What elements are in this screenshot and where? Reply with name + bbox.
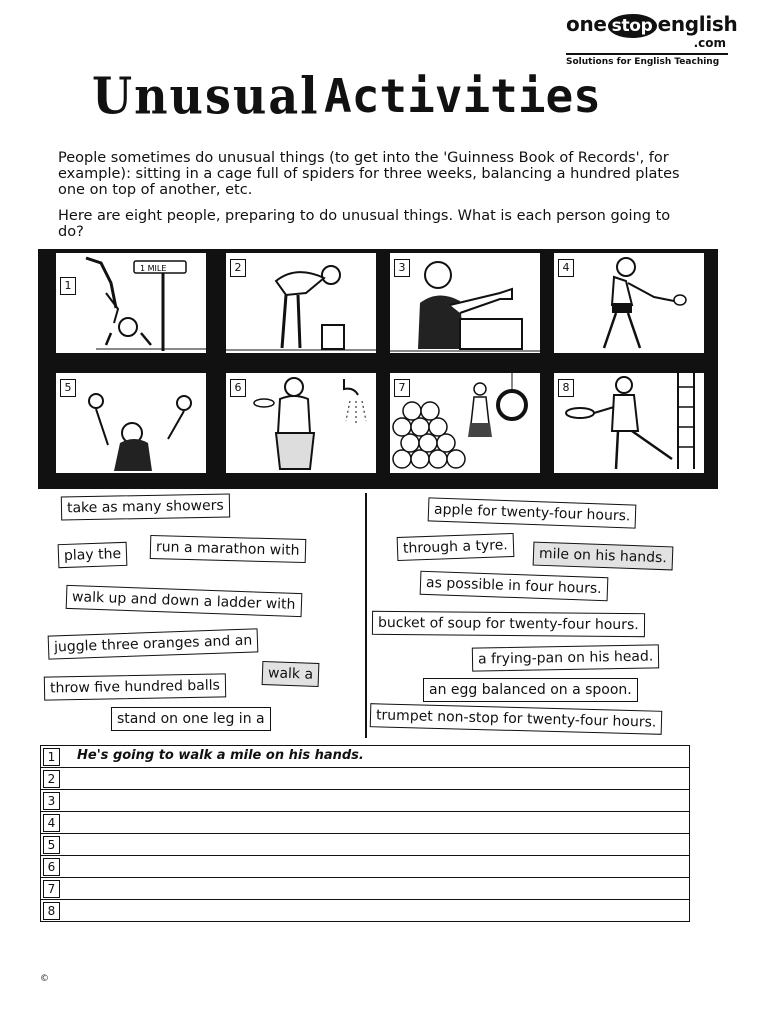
picture-number: 4 bbox=[558, 259, 574, 277]
picture-number: 6 bbox=[230, 379, 246, 397]
column-divider bbox=[365, 493, 367, 738]
row-number: 1 bbox=[43, 748, 60, 766]
intro-paragraph-2: Here are eight people, preparing to do unusual things. What is each person going to do? bbox=[58, 208, 671, 240]
picture-number: 5 bbox=[60, 379, 76, 397]
picture-4 bbox=[554, 253, 704, 353]
picture-6 bbox=[226, 373, 376, 473]
answer-row[interactable] bbox=[40, 878, 690, 900]
phrase-card[interactable]: run a marathon with bbox=[150, 535, 306, 563]
phrase-card[interactable]: trumpet non-stop for twenty-four hours. bbox=[370, 703, 663, 735]
picture-number: 1 bbox=[60, 277, 76, 295]
row-number: 2 bbox=[43, 770, 60, 788]
row-number: 5 bbox=[43, 836, 60, 854]
phrase-card[interactable]: as possible in four hours. bbox=[420, 571, 608, 602]
man-with-shower-illustration bbox=[226, 373, 376, 473]
answer-row[interactable] bbox=[40, 856, 690, 878]
brand-tagline: Solutions for English Teaching bbox=[566, 57, 720, 67]
row-number: 8 bbox=[43, 902, 60, 920]
phrase-card[interactable]: an egg balanced on a spoon. bbox=[423, 678, 638, 702]
phrase-card[interactable]: stand on one leg in a bbox=[111, 707, 271, 731]
row-number: 6 bbox=[43, 858, 60, 876]
answer-row[interactable] bbox=[40, 790, 690, 812]
picture-2 bbox=[226, 253, 376, 353]
mile-sign-text: 1 MILE bbox=[140, 264, 167, 273]
row-number: 3 bbox=[43, 792, 60, 810]
phrase-card[interactable]: play the bbox=[58, 542, 128, 568]
picture-number: 3 bbox=[394, 259, 410, 277]
title-word-2: Activities bbox=[324, 69, 601, 123]
brand-stop: stop bbox=[608, 14, 657, 38]
brand-rule bbox=[566, 53, 728, 55]
man-with-bucket-illustration bbox=[226, 253, 376, 353]
answer-row[interactable] bbox=[40, 900, 690, 922]
juggler-illustration bbox=[56, 373, 206, 473]
answer-row[interactable] bbox=[40, 812, 690, 834]
brand-name bbox=[566, 12, 737, 38]
picture-3 bbox=[390, 253, 540, 353]
man-with-frying-pan-illustration bbox=[554, 373, 704, 473]
handstand-man-illustration bbox=[56, 253, 206, 353]
picture-5 bbox=[56, 373, 206, 473]
intro-paragraph-1: People sometimes do unusual things (to get into the 'Guinness Book of Records', for example): sitting in a cage full of spiders for three weeks, balancing a hundred plates one on top of another, etc. bbox=[58, 150, 680, 198]
picture-number: 8 bbox=[558, 379, 574, 397]
page-title bbox=[92, 68, 672, 130]
picture-7 bbox=[390, 373, 540, 473]
phrase-card[interactable]: a frying-pan on his head. bbox=[472, 644, 660, 671]
phrase-card[interactable]: bucket of soup for twenty-four hours. bbox=[372, 611, 645, 637]
balls-and-tyre-illustration bbox=[390, 373, 540, 473]
phrase-card[interactable]: apple for twenty-four hours. bbox=[428, 497, 637, 528]
row-number: 7 bbox=[43, 880, 60, 898]
title-word-1: Unusual bbox=[92, 66, 320, 126]
picture-8 bbox=[554, 373, 704, 473]
phrase-card[interactable]: take as many showers bbox=[61, 494, 230, 521]
picture-number: 2 bbox=[230, 259, 246, 277]
brand-logo bbox=[566, 8, 738, 67]
brand-english: english bbox=[657, 12, 738, 36]
answer-row[interactable] bbox=[40, 834, 690, 856]
intro-text bbox=[58, 150, 698, 250]
runner-with-spoon-illustration bbox=[554, 253, 704, 353]
picture-1 bbox=[56, 253, 206, 353]
woman-with-trumpet-illustration bbox=[390, 253, 540, 353]
picture-number: 7 bbox=[394, 379, 410, 397]
answer-row[interactable] bbox=[40, 768, 690, 790]
phrase-card[interactable]: throw five hundred balls bbox=[44, 673, 226, 700]
phrase-card[interactable]: mile on his hands. bbox=[533, 542, 674, 571]
phrase-card[interactable]: through a tyre. bbox=[397, 533, 515, 561]
answer-text: He's going to walk a mile on his hands. bbox=[77, 748, 364, 763]
brand-dotcom: .com bbox=[693, 36, 726, 50]
phrase-card[interactable]: walk up and down a ladder with bbox=[66, 585, 302, 617]
row-number: 4 bbox=[43, 814, 60, 832]
copyright-mark: © bbox=[40, 974, 49, 984]
brand-one: one bbox=[566, 12, 607, 36]
picture-strip bbox=[38, 249, 718, 489]
answer-row[interactable] bbox=[40, 745, 690, 768]
answer-table bbox=[40, 745, 690, 922]
phrase-card[interactable]: juggle three oranges and an bbox=[48, 628, 259, 659]
phrase-card[interactable]: walk a bbox=[262, 661, 320, 687]
